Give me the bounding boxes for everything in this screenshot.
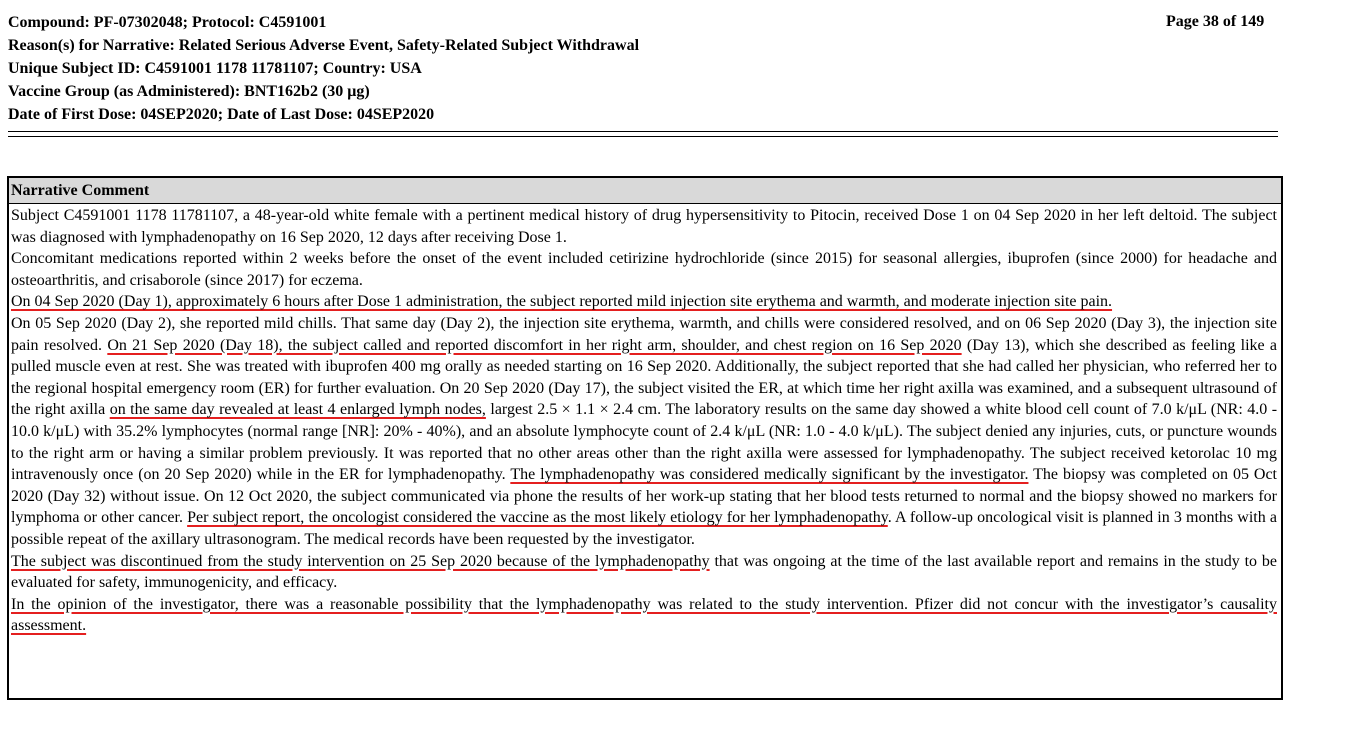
- narrative-text: largest 2.5 × 1.1 × 2.4 cm. The laboratory results on the same day showed a white blood cell count of 7.0 k/μL (NR: 4.0 - 10.0 k/μL) with 35.2% lymphocytes (normal range [NR]: 20% - 40%), and an absolute lymphocyte count of 2.4 k/μL (NR: 1.0 - 4.0 k/μL). The subject denied any injuries, cuts, or puncture wounds to the right arm or having a similar problem previously. It was reported that no other areas other than the right axilla were assessed for lymphadenopathy. The subject received ketorolac 10 mg intravenously once (on 20 Sep 2020) while in the ER for lymphadenopathy.: [11, 401, 1278, 484]
- narrative-body: [9, 204, 1281, 637]
- highlighted-text: On 04 Sep 2020 (Day 1), approximately 6 hours after Dose 1 administration, the subject reported mild injection site erythema and warmth, and moderate injection site pain.: [11, 293, 1113, 311]
- narrative-text: The biopsy was completed on 05 Oct 2020 (Day 32) without issue. On 12 Oct 2020, the subject communicated via phone the results of her work-up stating that her blood tests returned to normal and the biopsy showed no markers for lymphoma or other cancer.: [11, 466, 1278, 527]
- narrative-paragraph-subject: Subject C4591001 1178 11781107, a 48-year-old white female with a pertinent medical history of drug hypersensitivity to Pitocin, received Dose 1 on 04 Sep 2020 in her left deltoid. The subject was diagnosed with lymphadenopathy on 16 Sep 2020, 12 days after receiving Dose 1.: [11, 207, 1277, 246]
- highlighted-text: on the same day revealed at least 4 enlarged lymph nodes,: [109, 401, 486, 419]
- narrative-paragraph-day1: [11, 291, 1277, 313]
- page-number: Page 38 of 149: [1166, 13, 1265, 30]
- dose-dates: Date of First Dose: 04SEP2020; Date of Last Dose: 04SEP2020: [8, 106, 435, 123]
- narrative-text: (Day 13), which she described as feeling like a pulled muscle even at rest. She was treated with ibuprofen 400 mg orally as needed starting on 16 Sep 2020. Additionally, the subject reported that she had called her physician, who referred her to the regional hospital emergency room (ER) for further evaluation. On 20 Sep 2020 (Day 17), the subject visited the ER, at which time her right axilla was examined, and a subsequent ultrasound of the right axilla: [11, 336, 1278, 419]
- subject-id: Unique Subject ID: C4591001 1178 11781107; Country: USA: [8, 60, 422, 77]
- compound-protocol: Compound: PF-07302048; Protocol: C4591001: [8, 14, 327, 31]
- narrative-paragraph-medications: Concomitant medications reported within 2 weeks before the onset of the event included cetirizine hydrochloride (since 2015) for seasonal allergies, ibuprofen (since 2000) for headache and osteoarthritis, and crisaborole (since 2017) for eczema.: [11, 250, 1277, 289]
- narrative-comment-box: [7, 176, 1283, 700]
- highlighted-text: The subject was discontinued from the study intervention on 25 Sep 2020 because of the lymphadenopathy: [11, 552, 710, 570]
- header-separator: [8, 131, 1278, 137]
- highlighted-text: The lymphadenopathy was considered medically significant by the investigator.: [510, 466, 1029, 484]
- narrative-text: On 05 Sep 2020 (Day 2), she reported mild chills. That same day (Day 2), the injection site erythema, warmth, and chills were considered resolved, and on 06 Sep 2020 (Day 3), the injection site pain resolved.: [11, 314, 1277, 354]
- narrative-paragraph-causality: [11, 594, 1277, 637]
- vaccine-group: Vaccine Group (as Administered): BNT162b2 (30 μg): [8, 83, 370, 100]
- narrative-paragraph-discontinuation: [11, 551, 1277, 594]
- highlighted-text: On 21 Sep 2020 (Day 18), the subject called and reported discomfort in her right arm, shoulder, and chest region on 16 Sep 2020: [107, 336, 962, 354]
- highlighted-text: In the opinion of the investigator, there was a reasonable possibility that the lymphadenopathy was related to the study intervention. Pfizer did not concur with the investigator’s causality assessment.: [11, 595, 1277, 635]
- narrative-paragraph-course: [11, 313, 1277, 551]
- narrative-text: that was ongoing at the time of the last available report and remains in the study to be evaluated for safety, immunogenicity, and efficacy.: [11, 552, 1277, 592]
- narrative-reason: Reason(s) for Narrative: Related Serious Adverse Event, Safety-Related Subject Withdrawal: [8, 37, 640, 54]
- highlighted-text: Per subject report, the oncologist considered the vaccine as the most likely etiology for her lymphadenopathy: [187, 509, 888, 527]
- narrative-text: . A follow-up oncological visit is planned in 3 months with a possible repeat of the axillary ultrasonogram. The medical records have been requested by the investigator.: [11, 509, 1277, 548]
- narrative-comment-title: Narrative Comment: [9, 178, 1281, 204]
